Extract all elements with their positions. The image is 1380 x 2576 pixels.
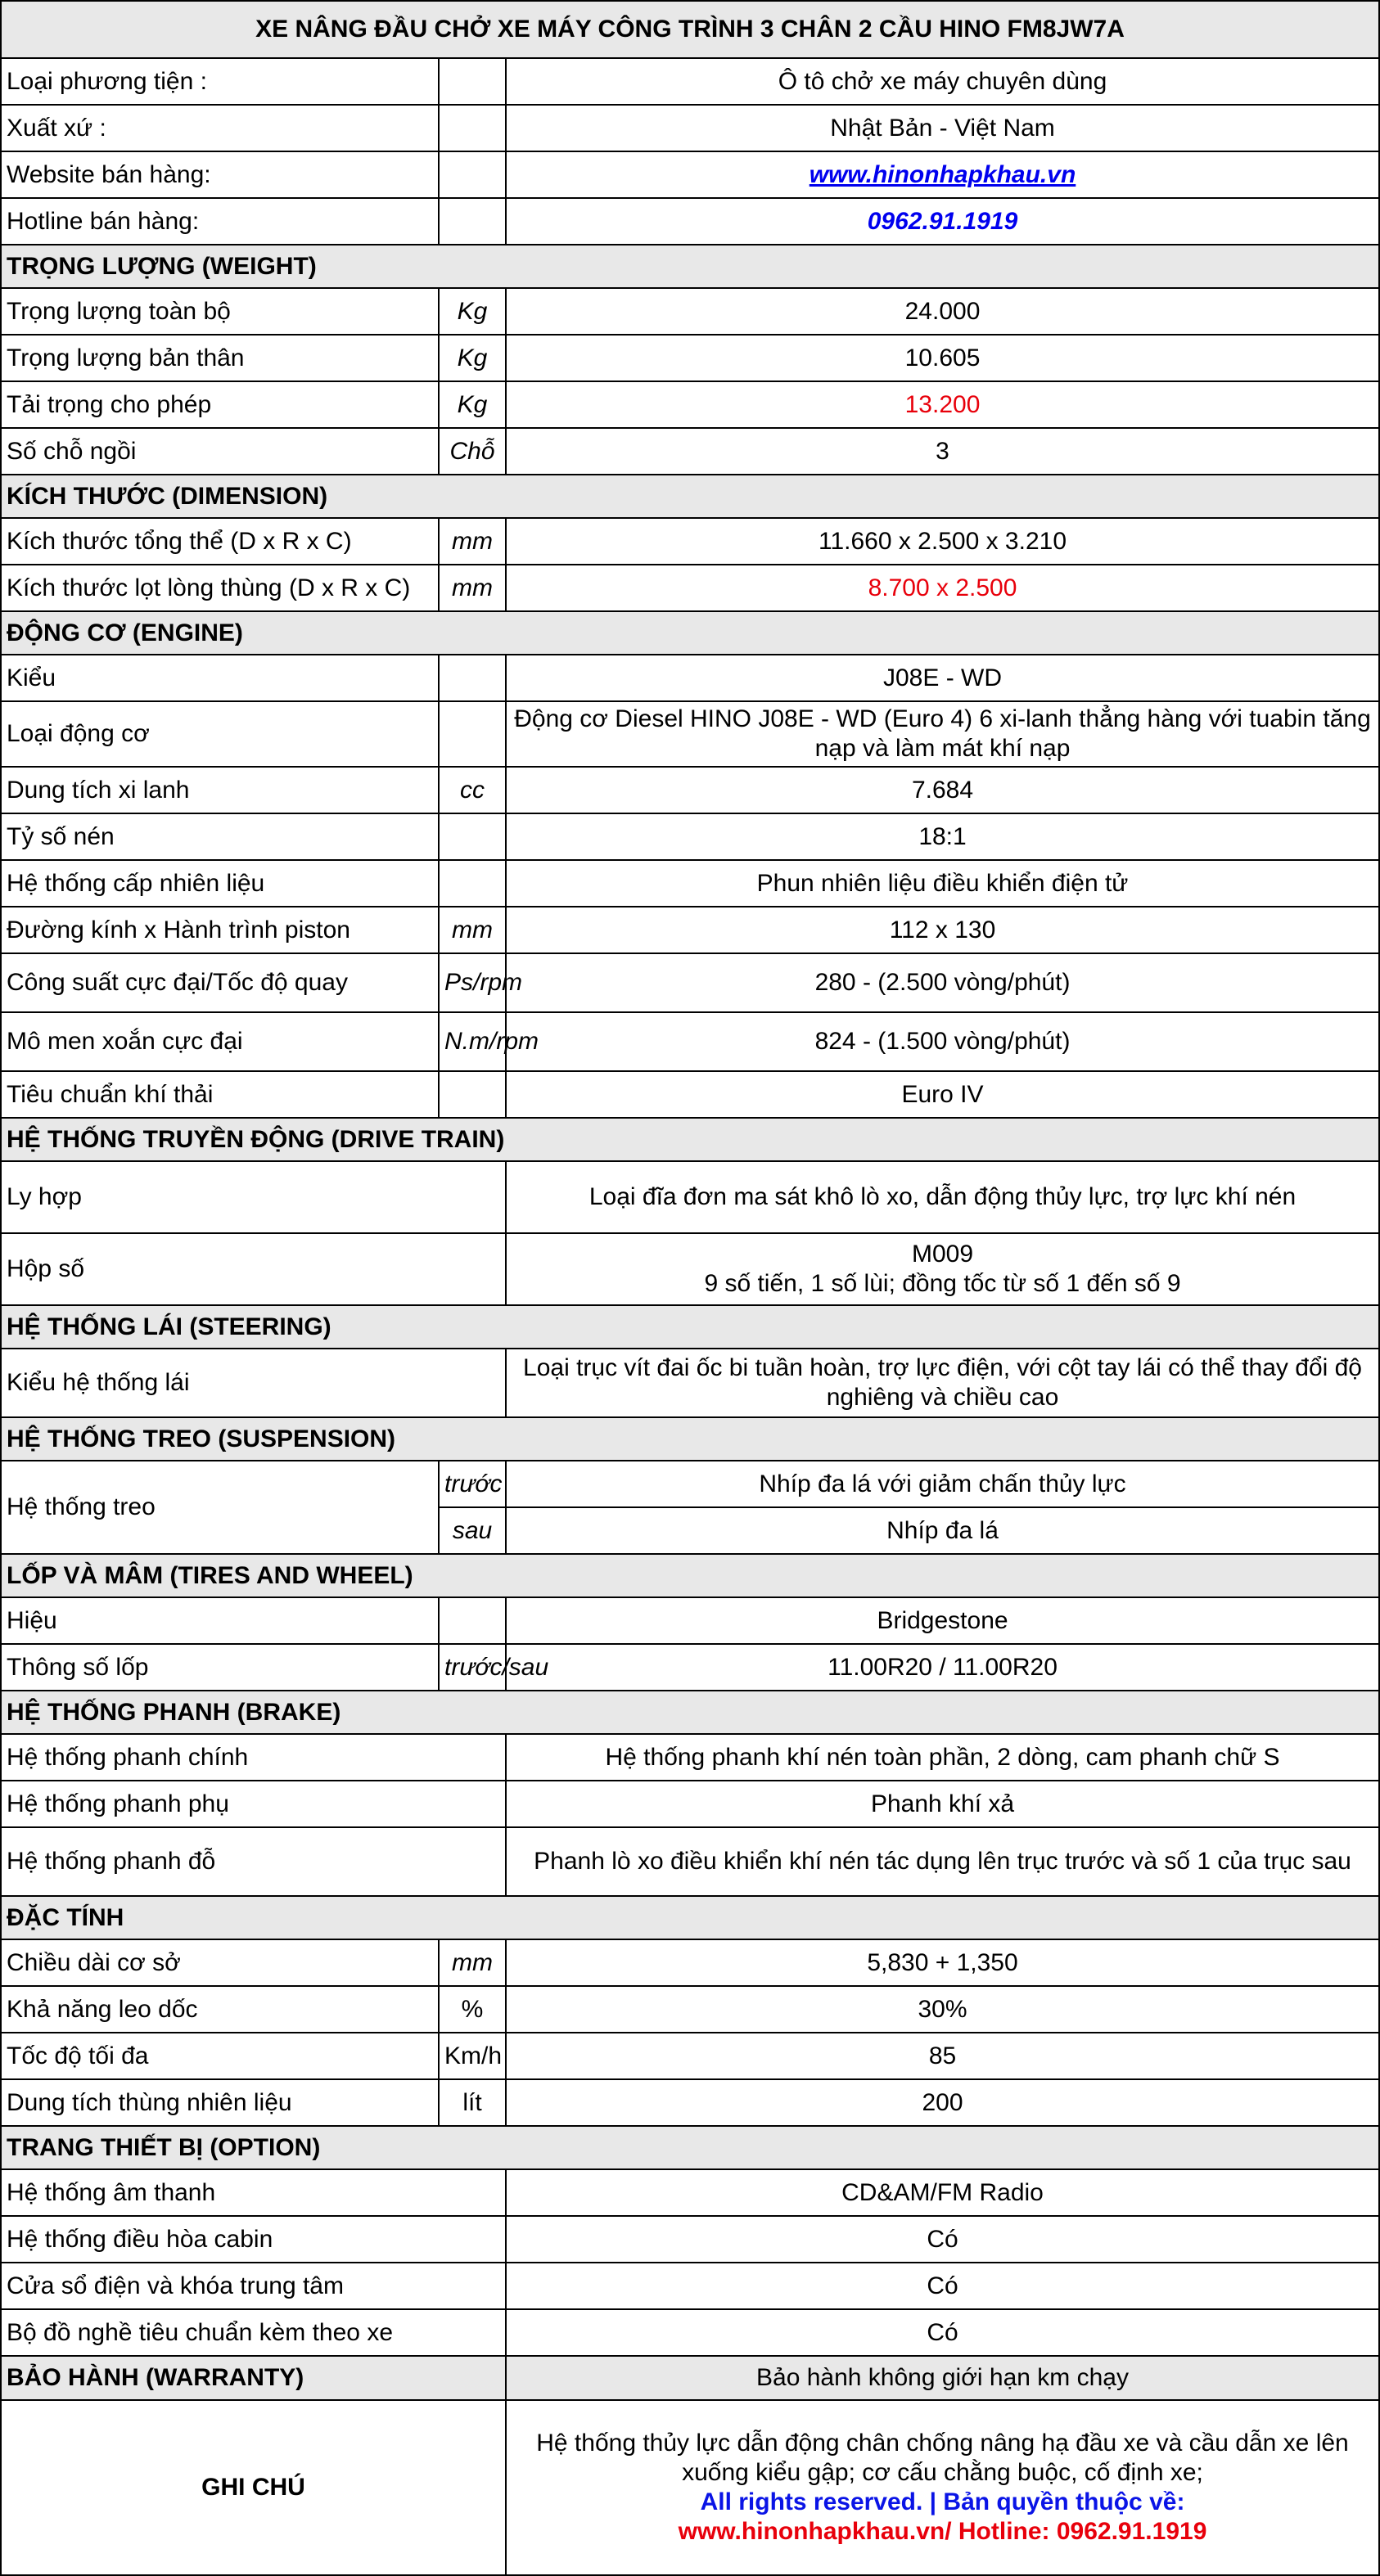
website-cell: [506, 151, 1379, 198]
auxiliary-brake-label: Hệ thống phanh phụ: [1, 1781, 506, 1827]
parking-brake-label: Hệ thống phanh đỗ: [1, 1827, 506, 1896]
engine-type-unit: [439, 701, 506, 767]
payload-unit: Kg: [439, 381, 506, 428]
seats-unit: Chỗ: [439, 428, 506, 475]
payload-label: Tải trọng cho phép: [1, 381, 439, 428]
section-steering: HỆ THỐNG LÁI (STEERING): [1, 1305, 1379, 1349]
audio-value: CD&AM/FM Radio: [506, 2169, 1379, 2216]
gross-weight-unit: Kg: [439, 288, 506, 335]
note-content: [506, 2400, 1379, 2575]
gross-weight-label: Trọng lượng toàn bộ: [1, 288, 439, 335]
main-brake-label: Hệ thống phanh chính: [1, 1734, 506, 1781]
section-engine: ĐỘNG CƠ (ENGINE): [1, 611, 1379, 655]
suspension-rear-value: Nhíp đa lá: [506, 1507, 1379, 1554]
inner-dimension-value: 8.700 x 2.500: [506, 565, 1379, 611]
origin-value: Nhật Bản - Việt Nam: [506, 105, 1379, 151]
overall-dimension-value: 11.660 x 2.500 x 3.210: [506, 518, 1379, 565]
max-power-unit: Ps/rpm: [439, 953, 506, 1012]
max-power-value: 280 - (2.500 vòng/phút): [506, 953, 1379, 1012]
auxiliary-brake-value: Phanh khí xả: [506, 1781, 1379, 1827]
audio-label: Hệ thống âm thanh: [1, 2169, 506, 2216]
fuel-tank-label: Dung tích thùng nhiên liệu: [1, 2079, 439, 2126]
max-torque-label: Mô men xoắn cực đại: [1, 1012, 439, 1071]
section-suspension: HỆ THỐNG TREO (SUSPENSION): [1, 1417, 1379, 1461]
overall-dimension-unit: mm: [439, 518, 506, 565]
overall-dimension-label: Kích thước tổng thể (D x R x C): [1, 518, 439, 565]
emission-unit: [439, 1071, 506, 1118]
emission-value: Euro IV: [506, 1071, 1379, 1118]
engine-model-value: J08E - WD: [506, 655, 1379, 701]
tire-spec-unit: trước/sau: [439, 1644, 506, 1691]
section-options: TRANG THIẾT BỊ (OPTION): [1, 2126, 1379, 2169]
section-weight: TRỌNG LƯỢNG (WEIGHT): [1, 245, 1379, 288]
steering-type-label: Kiểu hệ thống lái: [1, 1349, 506, 1417]
curb-weight-unit: Kg: [439, 335, 506, 381]
air-conditioning-label: Hệ thống điều hòa cabin: [1, 2216, 506, 2263]
engine-type-value: Động cơ Diesel HINO J08E - WD (Euro 4) 6 xi-lanh thẳng hàng với tuabin tăng nạp và làm mát khí nạp: [506, 701, 1379, 767]
inner-dimension-unit: mm: [439, 565, 506, 611]
gearbox-description: 9 số tiến, 1 số lùi; đồng tốc từ số 1 đến số 9: [704, 1270, 1181, 1297]
page-title: XE NÂNG ĐẦU CHỞ XE MÁY CÔNG TRÌNH 3 CHÂN 2 CẦU HINO FM8JW7A: [1, 1, 1379, 58]
vehicle-type-value: Ô tô chở xe máy chuyên dùng: [506, 58, 1379, 105]
clutch-label: Ly hợp: [1, 1161, 506, 1233]
max-speed-value: 85: [506, 2033, 1379, 2079]
suspension-rear-unit: sau: [439, 1507, 506, 1554]
website-link[interactable]: www.hinonhapkhau.vn: [809, 160, 1076, 188]
toolkit-label: Bộ đồ nghề tiêu chuẩn kèm theo xe: [1, 2309, 506, 2356]
hotline-value[interactable]: 0962.91.1919: [867, 207, 1018, 235]
tire-brand-value: Bridgestone: [506, 1597, 1379, 1644]
curb-weight-label: Trọng lượng bản thân: [1, 335, 439, 381]
max-torque-unit: N.m/rpm: [439, 1012, 506, 1071]
main-brake-value: Hệ thống phanh khí nén toàn phần, 2 dòng, cam phanh chữ S: [506, 1734, 1379, 1781]
section-drivetrain: HỆ THỐNG TRUYỀN ĐỘNG (DRIVE TRAIN): [1, 1118, 1379, 1161]
toolkit-value: Có: [506, 2309, 1379, 2356]
rights-text: All rights reserved. | Bản quyền thuộc về:: [700, 2488, 1185, 2515]
gross-weight-value: 24.000: [506, 288, 1379, 335]
tire-brand-unit: [439, 1597, 506, 1644]
seats-value: 3: [506, 428, 1379, 475]
tire-brand-label: Hiệu: [1, 1597, 439, 1644]
gearbox-model: M009: [911, 1241, 974, 1268]
section-tires: LỐP VÀ MÂM (TIRES AND WHEEL): [1, 1554, 1379, 1597]
compression-value: 18:1: [506, 813, 1379, 860]
bore-stroke-value: 112 x 130: [506, 907, 1379, 953]
payload-value: 13.200: [506, 381, 1379, 428]
engine-type-label: Loại động cơ: [1, 701, 439, 767]
max-power-label: Công suất cực đại/Tốc độ quay: [1, 953, 439, 1012]
max-speed-unit: Km/h: [439, 2033, 506, 2079]
displacement-value: 7.684: [506, 767, 1379, 813]
curb-weight-value: 10.605: [506, 335, 1379, 381]
gradeability-unit: %: [439, 1986, 506, 2033]
compression-unit: [439, 813, 506, 860]
vehicle-type-label: Loại phương tiện :: [1, 58, 439, 105]
website-label: Website bán hàng:: [1, 151, 439, 198]
air-conditioning-value: Có: [506, 2216, 1379, 2263]
inner-dimension-label: Kích thước lọt lòng thùng (D x R x C): [1, 565, 439, 611]
suspension-front-unit: trước: [439, 1461, 506, 1507]
tire-spec-value: 11.00R20 / 11.00R20: [506, 1644, 1379, 1691]
hotline-unit: [439, 198, 506, 245]
engine-model-label: Kiểu: [1, 655, 439, 701]
origin-unit: [439, 105, 506, 151]
compression-label: Tỷ số nén: [1, 813, 439, 860]
fuel-system-label: Hệ thống cấp nhiên liệu: [1, 860, 439, 907]
wheelbase-unit: mm: [439, 1939, 506, 1986]
fuel-system-value: Phun nhiên liệu điều khiển điện tử: [506, 860, 1379, 907]
displacement-label: Dung tích xi lanh: [1, 767, 439, 813]
fuel-tank-unit: lít: [439, 2079, 506, 2126]
power-windows-label: Cửa sổ điện và khóa trung tâm: [1, 2263, 506, 2309]
section-dimension: KÍCH THƯỚC (DIMENSION): [1, 475, 1379, 518]
suspension-label: Hệ thống treo: [1, 1461, 439, 1554]
section-features: ĐẶC TÍNH: [1, 1896, 1379, 1939]
suspension-front-value: Nhíp đa lá với giảm chấn thủy lực: [506, 1461, 1379, 1507]
steering-type-value: Loại trục vít đai ốc bi tuần hoàn, trợ lực điện, với cột tay lái có thể thay đổi độ nghiêng và chiều cao: [506, 1349, 1379, 1417]
fuel-system-unit: [439, 860, 506, 907]
seats-label: Số chỗ ngồi: [1, 428, 439, 475]
bore-stroke-label: Đường kính x Hành trình piston: [1, 907, 439, 953]
power-windows-value: Có: [506, 2263, 1379, 2309]
website-unit: [439, 151, 506, 198]
hotline-cell: [506, 198, 1379, 245]
displacement-unit: cc: [439, 767, 506, 813]
wheelbase-label: Chiều dài cơ sở: [1, 1939, 439, 1986]
engine-model-unit: [439, 655, 506, 701]
emission-label: Tiêu chuẩn khí thải: [1, 1071, 439, 1118]
hotline-label: Hotline bán hàng:: [1, 198, 439, 245]
gradeability-label: Khả năng leo dốc: [1, 1986, 439, 2033]
max-speed-label: Tốc độ tối đa: [1, 2033, 439, 2079]
warranty-value: Bảo hành không giới hạn km chạy: [506, 2356, 1379, 2400]
vehicle-type-unit: [439, 58, 506, 105]
bore-stroke-unit: mm: [439, 907, 506, 953]
parking-brake-value: Phanh lò xo điều khiển khí nén tác dụng lên trục trước và số 1 của trục sau: [506, 1827, 1379, 1896]
max-torque-value: 824 - (1.500 vòng/phút): [506, 1012, 1379, 1071]
gearbox-value: [506, 1233, 1379, 1305]
note-text: Hệ thống thủy lực dẫn động chân chống nâng hạ đầu xe và cầu dẫn xe lên xuống kiểu gập; cơ cấu chằng buộc, cố định xe;: [536, 2430, 1349, 2486]
warranty-label: BẢO HÀNH (WARRANTY): [1, 2356, 506, 2400]
tire-spec-label: Thông số lốp: [1, 1644, 439, 1691]
gradeability-value: 30%: [506, 1986, 1379, 2033]
wheelbase-value: 5,830 + 1,350: [506, 1939, 1379, 1986]
contact-text[interactable]: www.hinonhapkhau.vn/ Hotline: 0962.91.1919: [678, 2518, 1207, 2545]
origin-label: Xuất xứ :: [1, 105, 439, 151]
section-brake: HỆ THỐNG PHANH (BRAKE): [1, 1691, 1379, 1734]
fuel-tank-value: 200: [506, 2079, 1379, 2126]
note-label: GHI CHÚ: [1, 2400, 506, 2575]
gearbox-label: Hộp số: [1, 1233, 506, 1305]
clutch-value: Loại đĩa đơn ma sát khô lò xo, dẫn động thủy lực, trợ lực khí nén: [506, 1161, 1379, 1233]
